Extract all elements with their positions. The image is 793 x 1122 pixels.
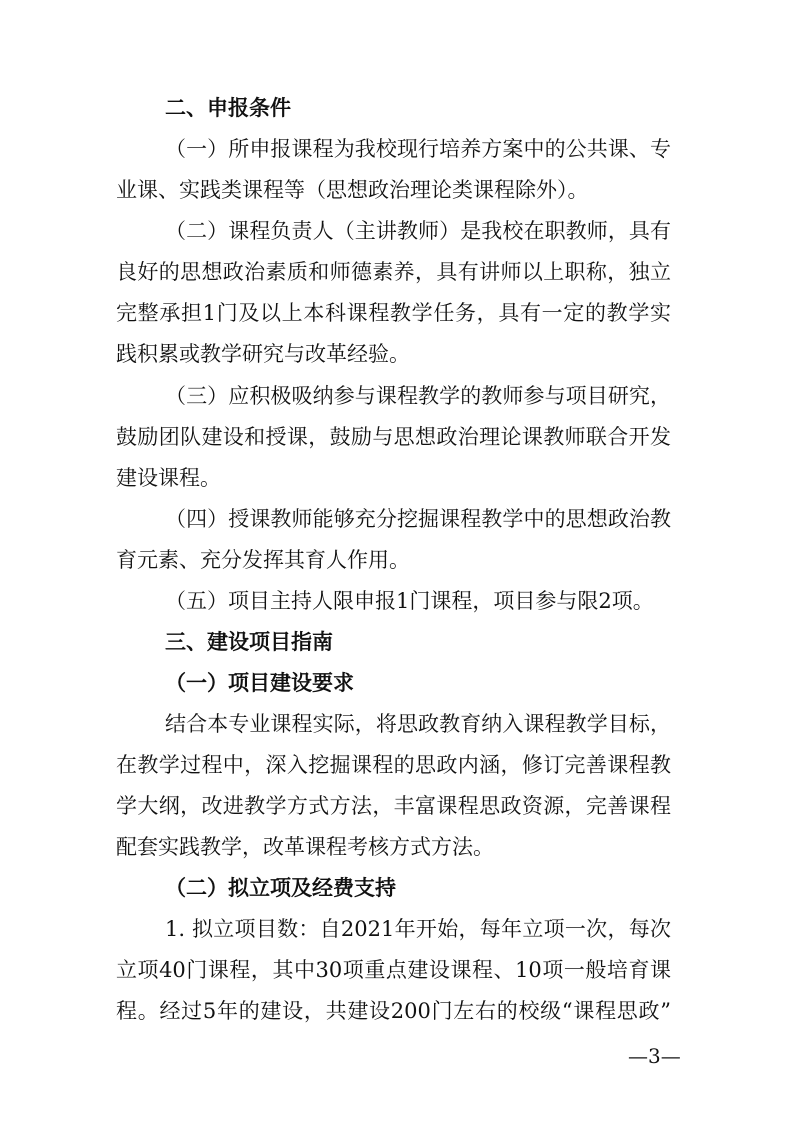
text-line: 程。经过5年的建设，共建设200门左右的校级“课程思政” <box>116 999 671 1023</box>
text-line: （五）项目主持人限申报1门课程，项目参与限2项。 <box>165 589 654 613</box>
text-line: 完整承担1门及以上本科课程教学任务，具有一定的教学实 <box>116 301 671 325</box>
subsection-proposed-projects-funding: （二）拟立项及经费支持 <box>165 875 396 900</box>
text-line: 1. 拟立项目数：自2021年开始，每年立项一次，每次 <box>165 917 671 941</box>
text-line: 业课、实践类课程等（思想政治理论类课程除外）。 <box>116 178 589 202</box>
section-two-heading: 二、申报条件 <box>165 96 291 120</box>
text-line: 良好的思想政治素质和师德素养，具有讲师以上职称，独立 <box>116 260 671 284</box>
text-line: （一）所申报课程为我校现行培养方案中的公共课、专 <box>165 137 671 161</box>
subsection-construction-requirements: （一）项目建设要求 <box>165 670 354 695</box>
text-line: 学大纲，改进教学方式方法，丰富课程思政资源，完善课程 <box>116 794 671 818</box>
text-line: 践积累或教学研究与改革经验。 <box>116 342 410 366</box>
text-line: （四）授课教师能够充分挖掘课程教学中的思想政治教 <box>165 507 671 531</box>
text-line: 育元素、充分发挥其育人作用。 <box>116 548 410 572</box>
text-line: （三）应积极吸纳参与课程教学的教师参与项目研究， <box>165 384 671 408</box>
page-number: —3— <box>628 1044 681 1068</box>
text-line: 鼓励团队建设和授课，鼓励与思想政治理论课教师联合开发 <box>116 425 671 449</box>
section-three-heading: 三、建设项目指南 <box>165 630 333 654</box>
text-line: 建设课程。 <box>116 466 221 490</box>
text-line: 立项40门课程，其中30项重点建设课程、10项一般培育课 <box>116 958 671 982</box>
text-line: 配套实践教学，改革课程考核方式方法。 <box>116 835 494 859</box>
text-line: （二）课程负责人（主讲教师）是我校在职教师，具有 <box>165 219 671 243</box>
text-line: 结合本专业课程实际，将思政教育纳入课程教学目标， <box>165 712 671 736</box>
text-line: 在教学过程中，深入挖掘课程的思政内涵，修订完善课程教 <box>116 753 671 777</box>
